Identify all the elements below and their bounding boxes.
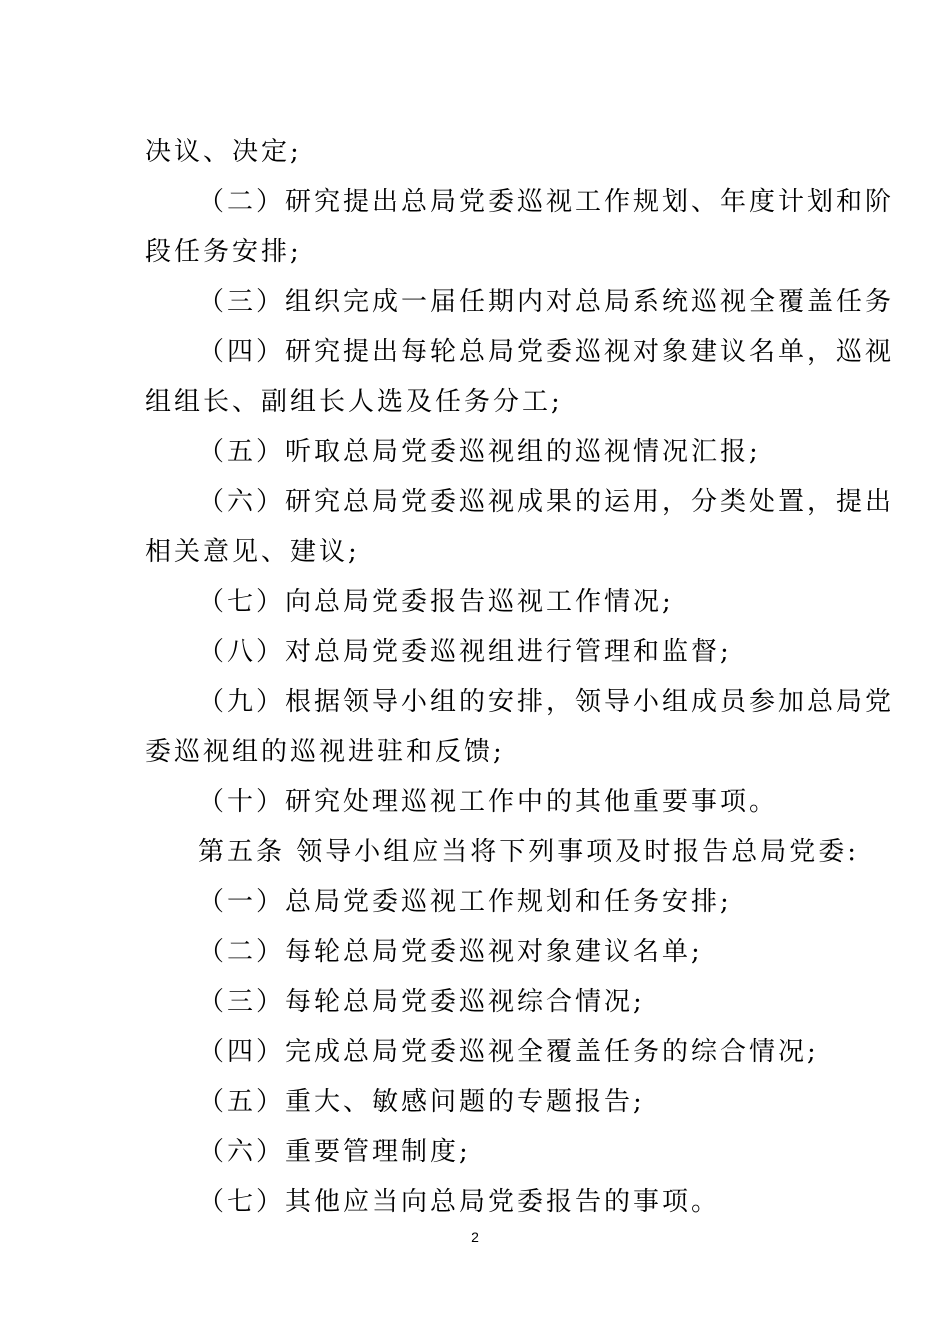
text-line: （十）研究处理巡视工作中的其他重要事项。 bbox=[198, 787, 779, 817]
text-line: （一）总局党委巡视工作规划和任务安排; bbox=[198, 887, 732, 917]
section-heading-line: 第五条 领导小组应当将下列事项及时报告总局党委: bbox=[198, 837, 860, 867]
text-line: （八）对总局党委巡视组进行管理和监督; bbox=[198, 637, 732, 667]
text-line: （二）研究提出总局党委巡视工作规划、年度计划和阶 bbox=[198, 187, 895, 217]
text-line: （六）研究总局党委巡视成果的运用，分类处置，提出 bbox=[198, 487, 895, 517]
text-line: （六）重要管理制度; bbox=[198, 1137, 471, 1167]
text-line: （四）完成总局党委巡视全覆盖任务的综合情况; bbox=[198, 1037, 819, 1067]
text-line: 相关意见、建议; bbox=[145, 537, 360, 567]
text-line: （二）每轮总局党委巡视对象建议名单; bbox=[198, 937, 703, 967]
page-number: 2 bbox=[471, 1229, 479, 1245]
text-line: （九）根据领导小组的安排，领导小组成员参加总局党 bbox=[198, 687, 895, 717]
text-line: （三）组织完成一届任期内对总局系统巡视全覆盖任务 bbox=[198, 287, 895, 317]
text-line: （七）其他应当向总局党委报告的事项。 bbox=[198, 1187, 721, 1217]
text-line: （七）向总局党委报告巡视工作情况; bbox=[198, 587, 674, 617]
text-line: （五）重大、敏感问题的专题报告; bbox=[198, 1087, 645, 1117]
text-line: （三）每轮总局党委巡视综合情况; bbox=[198, 987, 645, 1017]
text-line: 决议、决定; bbox=[145, 137, 302, 167]
text-line: （五）听取总局党委巡视组的巡视情况汇报; bbox=[198, 437, 761, 467]
text-line: （四）研究提出每轮总局党委巡视对象建议名单，巡视 bbox=[198, 337, 895, 367]
text-line: 委巡视组的巡视进驻和反馈; bbox=[145, 737, 505, 767]
text-line: 组组长、副组长人选及任务分工; bbox=[145, 387, 563, 417]
text-line: 段任务安排; bbox=[145, 237, 302, 267]
